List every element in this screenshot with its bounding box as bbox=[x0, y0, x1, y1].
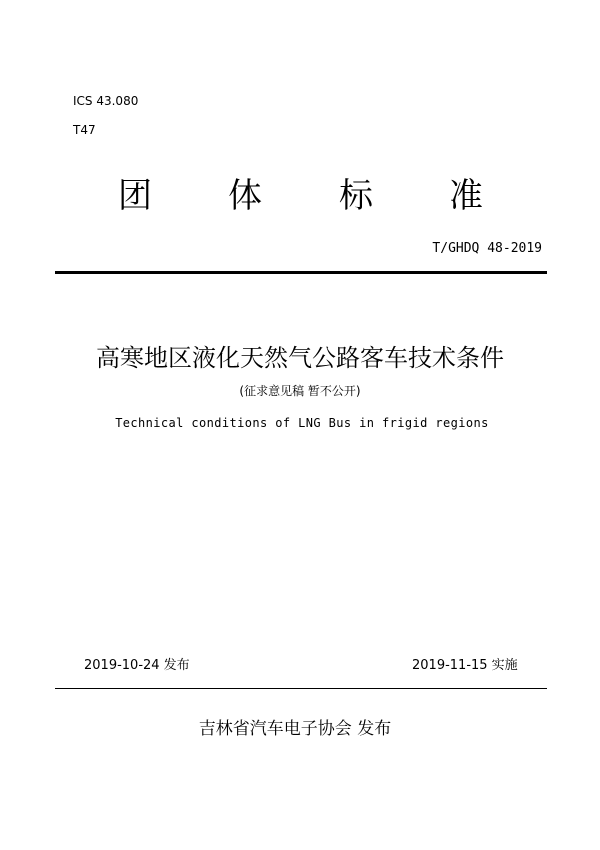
standard-type-char: 标 bbox=[339, 176, 373, 216]
standard-type-char: 体 bbox=[228, 176, 262, 216]
standard-type-char: 团 bbox=[118, 176, 152, 216]
publisher: 吉林省汽车电子协会 发布 bbox=[198, 719, 392, 739]
standard-number: T/GHDQ 48-2019 bbox=[432, 241, 542, 256]
english-title: Technical conditions of LNG Bus in frigid regions bbox=[115, 416, 489, 430]
issue-date: 2019-10-24 发布 bbox=[84, 658, 190, 673]
draft-note: (征求意见稿 暂不公开) bbox=[239, 384, 361, 398]
category-code: T47 bbox=[73, 123, 96, 137]
header-divider bbox=[55, 271, 547, 274]
effective-date: 2019-11-15 实施 bbox=[412, 658, 518, 673]
document-title: 高寒地区液化天然气公路客车技术条件 bbox=[96, 344, 504, 372]
standard-type-char: 准 bbox=[449, 176, 483, 216]
footer-divider bbox=[55, 688, 547, 689]
ics-code: ICS 43.080 bbox=[73, 94, 139, 108]
